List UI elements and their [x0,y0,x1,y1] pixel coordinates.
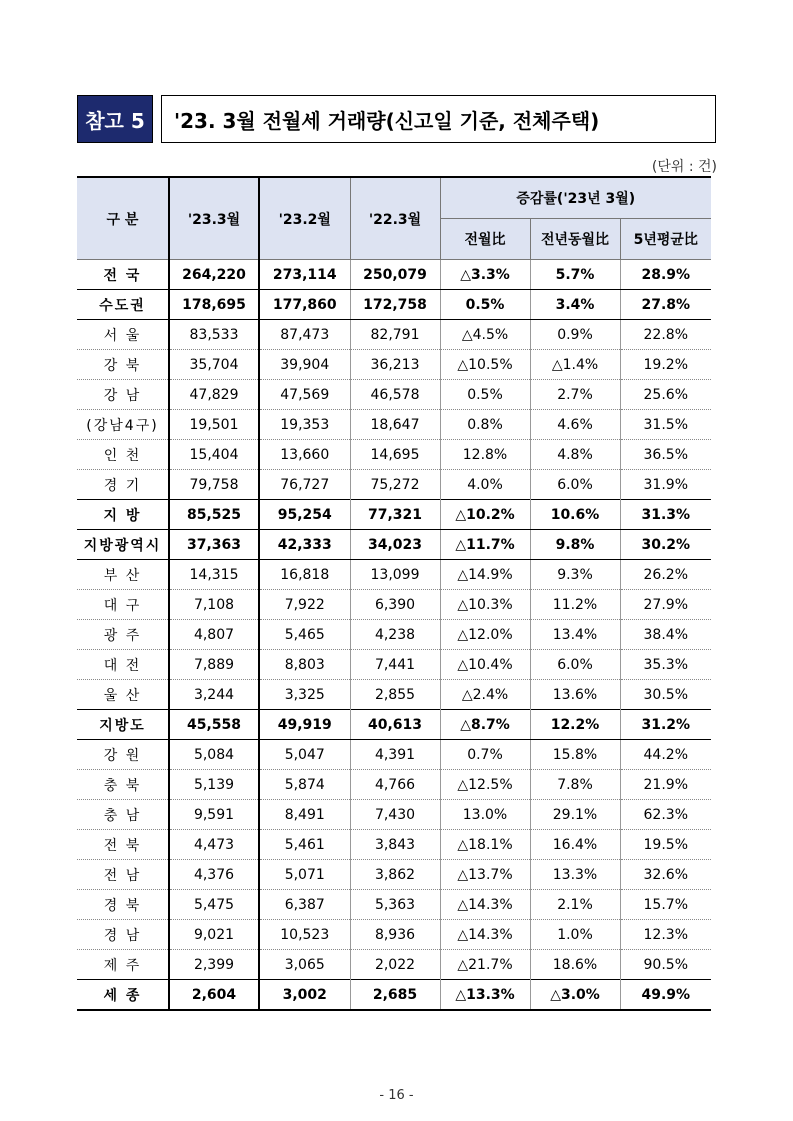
region-cell: 강 북 [77,350,169,380]
value-2203-cell: 13,099 [350,560,440,590]
value-2302-cell: 13,660 [259,440,350,470]
yoy-cell: 11.2% [530,590,620,620]
avg5-cell: 36.5% [620,440,711,470]
region-cell: 대 구 [77,590,169,620]
avg5-cell: 15.7% [620,890,711,920]
table-row [77,770,711,800]
value-2303-cell: 5,475 [169,890,259,920]
mom-cell: △13.3% [440,980,530,1011]
mom-cell: △14.3% [440,920,530,950]
avg5-cell: 32.6% [620,860,711,890]
value-2203-cell: 6,390 [350,590,440,620]
mom-cell: 12.8% [440,440,530,470]
region-cell: 전 북 [77,830,169,860]
table-body [77,260,711,1011]
table-row [77,260,711,290]
table-row [77,860,711,890]
value-2303-cell: 2,399 [169,950,259,980]
region-cell: 경 북 [77,890,169,920]
table-row [77,590,711,620]
value-2302-cell: 47,569 [259,380,350,410]
value-2303-cell: 5,084 [169,740,259,770]
value-2303-cell: 5,139 [169,770,259,800]
region-cell: 지방광역시 [77,530,169,560]
mom-cell: △12.5% [440,770,530,800]
header-change-group: 증감률('23년 3월) [440,177,711,219]
yoy-cell: 12.2% [530,710,620,740]
mom-cell: △4.5% [440,320,530,350]
value-2302-cell: 10,523 [259,920,350,950]
value-2303-cell: 15,404 [169,440,259,470]
value-2203-cell: 4,238 [350,620,440,650]
table-row [77,440,711,470]
value-2203-cell: 4,766 [350,770,440,800]
mom-cell: △10.5% [440,350,530,380]
yoy-cell: 9.3% [530,560,620,590]
table-row [77,710,711,740]
value-2302-cell: 6,387 [259,890,350,920]
value-2203-cell: 82,791 [350,320,440,350]
mom-cell: 13.0% [440,800,530,830]
value-2303-cell: 4,376 [169,860,259,890]
reference-badge: 참고 5 [77,95,153,143]
value-2302-cell: 7,922 [259,590,350,620]
avg5-cell: 31.3% [620,500,711,530]
region-cell: 전 국 [77,260,169,290]
yoy-cell: 9.8% [530,530,620,560]
region-cell: 충 북 [77,770,169,800]
table-row [77,650,711,680]
value-2203-cell: 3,843 [350,830,440,860]
region-cell: 경 남 [77,920,169,950]
table-row [77,920,711,950]
mom-cell: △10.3% [440,590,530,620]
region-cell: 울 산 [77,680,169,710]
avg5-cell: 90.5% [620,950,711,980]
value-2303-cell: 47,829 [169,380,259,410]
value-2303-cell: 35,704 [169,350,259,380]
value-2303-cell: 45,558 [169,710,259,740]
value-2203-cell: 40,613 [350,710,440,740]
yoy-cell: 5.7% [530,260,620,290]
yoy-cell: 2.7% [530,380,620,410]
value-2203-cell: 2,685 [350,980,440,1011]
value-2203-cell: 34,023 [350,530,440,560]
value-2302-cell: 49,919 [259,710,350,740]
value-2303-cell: 3,244 [169,680,259,710]
value-2203-cell: 5,363 [350,890,440,920]
value-2302-cell: 19,353 [259,410,350,440]
avg5-cell: 31.2% [620,710,711,740]
region-cell: 강 남 [77,380,169,410]
table-row [77,350,711,380]
mom-cell: △2.4% [440,680,530,710]
value-2303-cell: 9,591 [169,800,259,830]
value-2303-cell: 19,501 [169,410,259,440]
avg5-cell: 26.2% [620,560,711,590]
region-cell: 인 천 [77,440,169,470]
yoy-cell: 16.4% [530,830,620,860]
header-yoy: 전년동월比 [530,219,620,260]
value-2302-cell: 177,860 [259,290,350,320]
avg5-cell: 27.8% [620,290,711,320]
unit-label: (단위 : 건) [651,159,717,175]
value-2203-cell: 14,695 [350,440,440,470]
title-bar [77,95,716,145]
page-number: - 16 - [379,1088,414,1103]
region-cell: 지 방 [77,500,169,530]
mom-cell: 0.7% [440,740,530,770]
mom-cell: △13.7% [440,860,530,890]
avg5-cell: 21.9% [620,770,711,800]
region-cell: 수도권 [77,290,169,320]
table-row [77,680,711,710]
value-2203-cell: 77,321 [350,500,440,530]
yoy-cell: 6.0% [530,470,620,500]
mom-cell: △14.3% [440,890,530,920]
value-2203-cell: 18,647 [350,410,440,440]
avg5-cell: 27.9% [620,590,711,620]
region-cell: 충 남 [77,800,169,830]
yoy-cell: 1.0% [530,920,620,950]
header-region: 구 분 [77,177,169,260]
yoy-cell: 15.8% [530,740,620,770]
value-2203-cell: 172,758 [350,290,440,320]
value-2303-cell: 264,220 [169,260,259,290]
mom-cell: △21.7% [440,950,530,980]
yoy-cell: 13.3% [530,860,620,890]
header-2303: '23.3월 [169,177,259,260]
table-row [77,800,711,830]
mom-cell: 4.0% [440,470,530,500]
table-row [77,740,711,770]
value-2303-cell: 79,758 [169,470,259,500]
table-row [77,470,711,500]
avg5-cell: 35.3% [620,650,711,680]
region-cell: 대 전 [77,650,169,680]
value-2203-cell: 7,441 [350,650,440,680]
avg5-cell: 28.9% [620,260,711,290]
mom-cell: △11.7% [440,530,530,560]
value-2203-cell: 7,430 [350,800,440,830]
value-2302-cell: 5,047 [259,740,350,770]
mom-cell: 0.5% [440,290,530,320]
avg5-cell: 31.9% [620,470,711,500]
table-row [77,950,711,980]
yoy-cell: 10.6% [530,500,620,530]
yoy-cell: 18.6% [530,950,620,980]
yoy-cell: 13.6% [530,680,620,710]
avg5-cell: 22.8% [620,320,711,350]
region-cell: 부 산 [77,560,169,590]
mom-cell: △12.0% [440,620,530,650]
avg5-cell: 19.5% [620,830,711,860]
region-cell: 세 종 [77,980,169,1011]
header-2203: '22.3월 [350,177,440,260]
value-2303-cell: 7,889 [169,650,259,680]
value-2303-cell: 83,533 [169,320,259,350]
value-2302-cell: 5,874 [259,770,350,800]
value-2203-cell: 36,213 [350,350,440,380]
avg5-cell: 38.4% [620,620,711,650]
mom-cell: △10.4% [440,650,530,680]
mom-cell: 0.8% [440,410,530,440]
value-2203-cell: 75,272 [350,470,440,500]
yoy-cell: △1.4% [530,350,620,380]
value-2303-cell: 178,695 [169,290,259,320]
table-row [77,560,711,590]
value-2302-cell: 3,002 [259,980,350,1011]
yoy-cell: 2.1% [530,890,620,920]
value-2302-cell: 76,727 [259,470,350,500]
region-cell: 서 울 [77,320,169,350]
value-2203-cell: 46,578 [350,380,440,410]
value-2203-cell: 4,391 [350,740,440,770]
yoy-cell: 13.4% [530,620,620,650]
mom-cell: 0.5% [440,380,530,410]
value-2303-cell: 2,604 [169,980,259,1011]
avg5-cell: 44.2% [620,740,711,770]
table-row [77,410,711,440]
avg5-cell: 19.2% [620,350,711,380]
table-row [77,500,711,530]
region-cell: 전 남 [77,860,169,890]
value-2303-cell: 7,108 [169,590,259,620]
value-2203-cell: 3,862 [350,860,440,890]
value-2303-cell: 14,315 [169,560,259,590]
table-row [77,980,711,1011]
yoy-cell: 3.4% [530,290,620,320]
table-row [77,320,711,350]
avg5-cell: 30.5% [620,680,711,710]
avg5-cell: 30.2% [620,530,711,560]
value-2302-cell: 273,114 [259,260,350,290]
mom-cell: △8.7% [440,710,530,740]
value-2203-cell: 8,936 [350,920,440,950]
avg5-cell: 25.6% [620,380,711,410]
value-2302-cell: 95,254 [259,500,350,530]
header-2302: '23.2월 [259,177,350,260]
value-2302-cell: 3,065 [259,950,350,980]
value-2203-cell: 2,855 [350,680,440,710]
mom-cell: △18.1% [440,830,530,860]
mom-cell: △14.9% [440,560,530,590]
page-title: '23. 3월 전월세 거래량(신고일 기준, 전체주택) [161,95,716,143]
yoy-cell: 0.9% [530,320,620,350]
value-2302-cell: 16,818 [259,560,350,590]
yoy-cell: 7.8% [530,770,620,800]
yoy-cell: 29.1% [530,800,620,830]
avg5-cell: 31.5% [620,410,711,440]
table-row [77,620,711,650]
table-row [77,530,711,560]
value-2303-cell: 37,363 [169,530,259,560]
region-cell: 경 기 [77,470,169,500]
value-2203-cell: 2,022 [350,950,440,980]
header-mom: 전월比 [440,219,530,260]
avg5-cell: 49.9% [620,980,711,1011]
value-2302-cell: 8,491 [259,800,350,830]
region-cell: 지방도 [77,710,169,740]
value-2302-cell: 5,461 [259,830,350,860]
avg5-cell: 62.3% [620,800,711,830]
region-cell: 제 주 [77,950,169,980]
value-2303-cell: 9,021 [169,920,259,950]
value-2303-cell: 4,807 [169,620,259,650]
value-2303-cell: 4,473 [169,830,259,860]
yoy-cell: 4.6% [530,410,620,440]
header-avg5: 5년평균比 [620,219,711,260]
yoy-cell: 4.8% [530,440,620,470]
table-row [77,830,711,860]
value-2302-cell: 5,071 [259,860,350,890]
value-2302-cell: 87,473 [259,320,350,350]
value-2203-cell: 250,079 [350,260,440,290]
rental-volume-table [77,176,711,1011]
yoy-cell: △3.0% [530,980,620,1011]
region-cell: 강 원 [77,740,169,770]
region-cell: 광 주 [77,620,169,650]
mom-cell: △10.2% [440,500,530,530]
value-2302-cell: 3,325 [259,680,350,710]
table-row [77,890,711,920]
value-2302-cell: 39,904 [259,350,350,380]
avg5-cell: 12.3% [620,920,711,950]
table-row [77,290,711,320]
value-2302-cell: 8,803 [259,650,350,680]
value-2303-cell: 85,525 [169,500,259,530]
mom-cell: △3.3% [440,260,530,290]
table-row [77,380,711,410]
value-2302-cell: 5,465 [259,620,350,650]
value-2302-cell: 42,333 [259,530,350,560]
yoy-cell: 6.0% [530,650,620,680]
region-cell: (강남4구) [77,410,169,440]
